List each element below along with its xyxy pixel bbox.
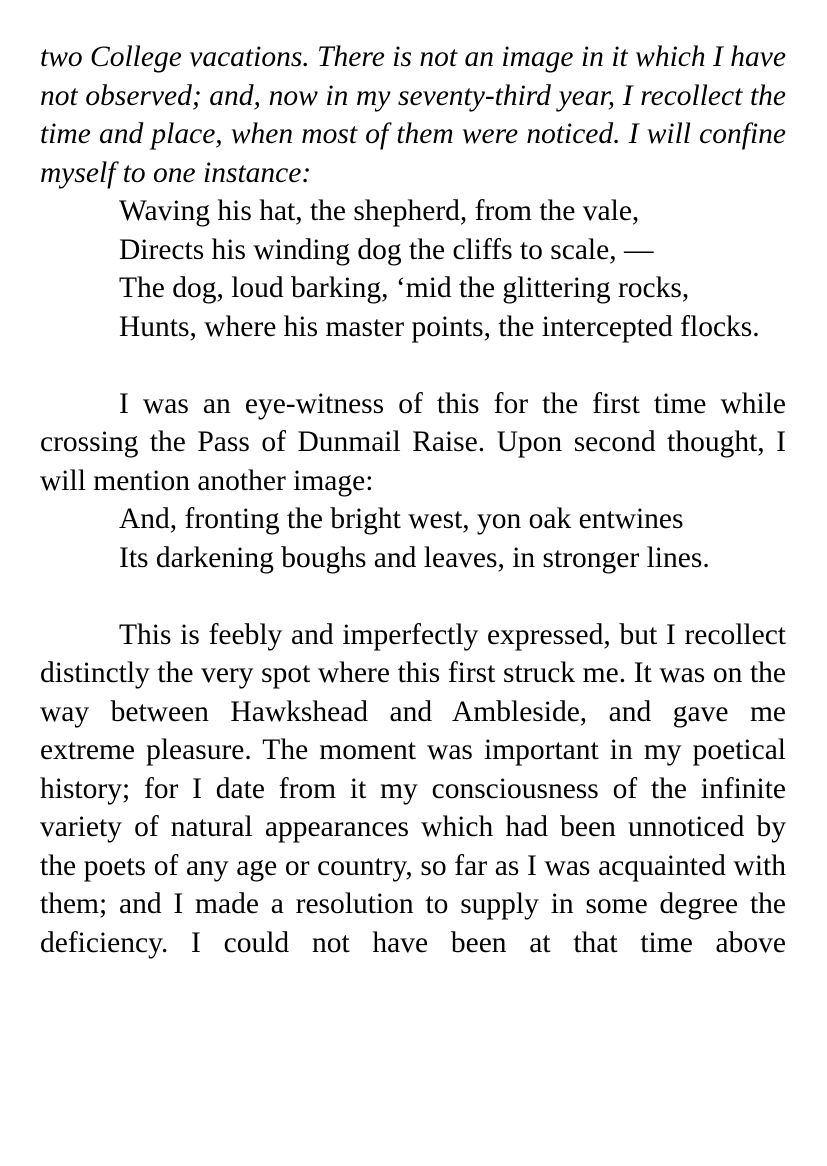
intro-paragraph: two College vacations. There is not an image in it which I have not observed; and, now in my seventy-third year, I recollect the time and place, when most of them were noticed. I will confine myself to one instance: — [40, 41, 786, 189]
verse-line: The dog, loud barking, ‘mid the glittering rocks, — [119, 272, 690, 304]
document-page — [40, 38, 786, 962]
dunmail-paragraph: I was an eye-witness of this for the first time while crossing the Pass of Dunmail Raise. Upon second thought, I will mention another image: — [40, 387, 786, 497]
verse-line: Directs his winding dog the cliffs to scale, — — [119, 233, 654, 266]
verse-line: Its darkening boughs and leaves, in stronger lines. — [119, 541, 710, 574]
verse-line: And, fronting the bright west, yon oak entwines — [119, 503, 684, 535]
verse-oak — [40, 500, 786, 577]
hawkshead-paragraph: This is feebly and imperfectly expressed, but I recollect distinctly the very spot where this first struck me. It was on the way between Hawkshead and Ambleside, and gave me extreme pleasure. The moment was important in my poetical history; for I date from it my consciousness of the infinite variety of natural appearances which had been unnoticed by the poets of any age or country, so far as I was acquainted with them; and I made a resolution to supply in some degree the deficiency. I could not have been at that time above — [40, 618, 786, 959]
verse-line: Waving his hat, the shepherd, from the vale, — [119, 195, 640, 227]
verse-shepherd — [40, 192, 786, 346]
verse-line: Hunts, where his master points, the intercepted flocks. — [119, 310, 760, 343]
